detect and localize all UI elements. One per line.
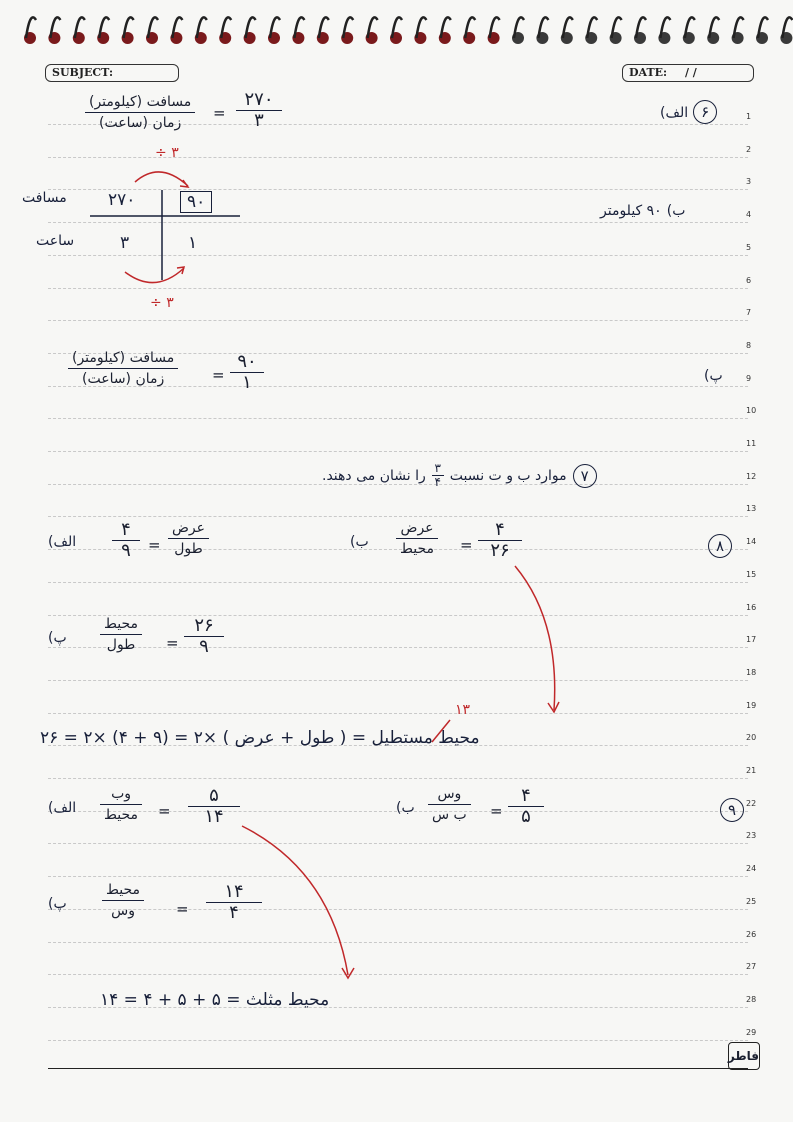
line-number: 22: [746, 798, 757, 808]
q8-a-denominator: طول: [174, 541, 203, 557]
q7-frac-num: ۳: [434, 461, 441, 475]
line-number: 18: [746, 667, 757, 677]
q8-b-denominator: محیط: [400, 541, 435, 557]
ruled-line: [48, 909, 748, 910]
q6-part-b-label: ب): [666, 203, 686, 219]
ruled-line: [48, 876, 748, 877]
line-number: 28: [746, 994, 757, 1004]
line-number: 12: [746, 471, 757, 481]
line-number: 9: [746, 373, 752, 383]
date-field[interactable]: [622, 64, 754, 82]
q8-b-fraction: [396, 518, 438, 559]
line-number: 4: [746, 210, 752, 220]
line-number: 17: [746, 635, 757, 645]
q6-p-value-den: ۱: [242, 372, 252, 393]
q9-p-value-den: ۴: [229, 902, 239, 923]
ruled-line: [48, 974, 748, 975]
line-number: 8: [746, 340, 752, 350]
q9-p-value-num: ۱۴: [224, 881, 244, 902]
q9-b-denominator: ب س: [432, 807, 467, 823]
q6-part-b-answer: ۹۰ کیلومتر: [600, 203, 662, 219]
q9-p-label: پ): [48, 896, 67, 912]
line-number: 26: [746, 929, 757, 939]
line-number: 29: [746, 1027, 757, 1037]
q8-p-label: پ): [48, 630, 67, 646]
q6-a-numerator: مسافت (کیلومتر): [89, 94, 192, 110]
q9-b-value-num: ۴: [521, 785, 531, 806]
ruled-line: [48, 615, 748, 616]
q9-a-fraction: [100, 784, 142, 825]
equals-sign: =: [176, 900, 189, 918]
q9-a-denominator: محیط: [104, 807, 139, 823]
divide-note-top: ۳ ÷: [155, 145, 179, 161]
ruled-line: [48, 647, 748, 648]
line-number: 25: [746, 896, 757, 906]
q9-red-arrow: [230, 820, 370, 990]
equals-sign: =: [166, 634, 179, 652]
ruled-line: [48, 680, 748, 681]
ruled-line: [48, 713, 748, 714]
q6-p-value-fraction: [230, 352, 264, 393]
q8-a-label: الف): [48, 534, 77, 550]
q9-a-numerator: وب: [111, 786, 132, 802]
subject-field[interactable]: SUBJECT:: [45, 64, 179, 82]
q9-b-label: ب): [396, 800, 415, 816]
q9-b-value-den: ۵: [521, 806, 531, 827]
q9-p-numerator: محیط: [106, 882, 141, 898]
date-value: / /: [684, 66, 697, 79]
q6-part-p-label: پ): [704, 368, 723, 384]
ruled-line: [48, 582, 748, 583]
q6-p-denominator: زمان (ساعت): [82, 371, 165, 387]
table-row2-label: ساعت: [36, 233, 75, 249]
ruled-line: [48, 418, 748, 419]
q9-p-fraction: [102, 880, 144, 921]
ruled-line: [48, 778, 748, 779]
q8-p-numerator: محیط: [104, 616, 139, 632]
line-number: 3: [746, 177, 752, 187]
ruled-line: [48, 1040, 748, 1041]
q6-p-numerator: مسافت (کیلومتر): [72, 350, 175, 366]
q8-b-value-fraction: [478, 520, 522, 561]
ruled-line: [48, 320, 748, 321]
equals-sign: =: [460, 536, 473, 554]
q8-a-fraction: [168, 518, 209, 559]
q8-a-value-fraction: [112, 520, 140, 561]
q6-part-a-label: [660, 100, 717, 124]
q6-a-fraction: [85, 92, 195, 133]
date-label: DATE:: [629, 66, 668, 79]
line-number: 11: [746, 439, 757, 448]
q9-b-numerator: وس: [437, 786, 462, 802]
line-number: 23: [746, 831, 757, 841]
equals-sign: =: [212, 366, 225, 384]
q6-a-value-den: ۳: [254, 110, 264, 131]
q8-b-value-den: ۲۶: [490, 540, 510, 561]
q8-b-value-num: ۴: [495, 519, 505, 540]
q9-b-value-fraction: [508, 786, 544, 827]
divide-note-bottom: ۳ ÷: [150, 295, 174, 311]
q8-correction: ۱۳: [455, 702, 471, 718]
q6-part-a-text: الف): [660, 105, 689, 121]
q7-text-after: را نشان می دهند.: [322, 467, 426, 484]
q9-number-circle: ۹: [720, 798, 744, 822]
q8-number-circle: ۸: [708, 534, 732, 558]
line-number: 20: [746, 733, 757, 743]
bottom-rule: [48, 1068, 748, 1069]
q7-number-circle: ۷: [573, 464, 597, 488]
q8-number: [708, 534, 732, 558]
spiral-binding: [0, 0, 793, 56]
line-number: 27: [746, 962, 757, 972]
q6-a-denominator: زمان (ساعت): [99, 115, 182, 131]
q6-part-b: [600, 200, 685, 219]
q9-perimeter-equation: محیط مثلث = ۵ + ۵ + ۴ = ۱۴: [100, 990, 330, 1010]
q9-a-value-num: ۵: [209, 785, 219, 806]
line-number: 5: [746, 242, 752, 252]
q8-p-value-den: ۹: [199, 636, 209, 657]
ruled-line: [48, 157, 748, 158]
line-number: 21: [746, 766, 757, 775]
q8-a-value-den: ۹: [121, 540, 131, 561]
q9-a-label: الف): [48, 800, 77, 816]
q6-a-value-num: ۲۷۰: [244, 89, 274, 110]
table-r2c2: ۱: [188, 233, 198, 253]
ruled-line: [48, 942, 748, 943]
publisher-logo: فاطر: [728, 1042, 760, 1070]
ruled-line: [48, 451, 748, 452]
line-number: 15: [746, 569, 757, 579]
q9-p-denominator: وس: [111, 903, 135, 919]
ruled-line: [48, 843, 748, 844]
q7-text-before: موارد ب و ت نسبت: [449, 467, 567, 484]
line-number: 7: [746, 308, 752, 318]
line-number: 2: [746, 144, 752, 154]
equals-sign: =: [213, 104, 226, 122]
equals-sign: =: [158, 802, 171, 820]
q8-p-value-num: ۲۶: [194, 615, 214, 636]
table-r1c2-boxed: ۹۰: [180, 191, 212, 213]
q8-red-arrow: [420, 560, 580, 760]
q8-a-numerator: عرض: [172, 520, 206, 536]
table-row1-label: مسافت: [22, 190, 67, 206]
q6-a-value-fraction: [236, 90, 282, 131]
q8-a-value-num: ۴: [121, 519, 131, 540]
q6-p-value-num: ۹۰: [237, 351, 257, 372]
q9-number: [720, 798, 744, 822]
equals-sign: =: [490, 802, 503, 820]
line-number: 19: [746, 700, 757, 710]
equals-sign: =: [148, 536, 161, 554]
q8-p-denominator: طول: [106, 637, 136, 653]
q6-number-circle: ۶: [693, 100, 717, 124]
table-r2c1: ۳: [120, 233, 130, 253]
table-r1c1: ۲۷۰: [108, 190, 136, 210]
line-number: 1: [746, 112, 752, 121]
q7-frac-den: ۴: [434, 475, 441, 489]
q9-b-fraction: [428, 784, 471, 825]
q8-p-value-fraction: [184, 616, 224, 657]
line-number: 10: [746, 406, 757, 416]
line-number: 6: [746, 275, 752, 285]
line-number: 24: [746, 864, 757, 874]
q7-fraction: [432, 462, 444, 489]
q9-a-value-den: ۱۴: [204, 806, 224, 827]
line-number: 13: [746, 504, 757, 514]
q8-p-fraction: [100, 614, 142, 655]
line-number: 16: [746, 602, 757, 612]
q8-b-numerator: عرض: [400, 520, 434, 536]
q7-line: [322, 462, 597, 489]
line-number: 14: [746, 537, 757, 547]
q8-b-label: ب): [350, 534, 369, 550]
q8-perimeter-equation: محیط مستطیل = ( طول + عرض ) ×۲ = (۹ + ۴) ×۲ = ۲۶: [40, 728, 480, 748]
q6-p-fraction: [68, 348, 178, 389]
